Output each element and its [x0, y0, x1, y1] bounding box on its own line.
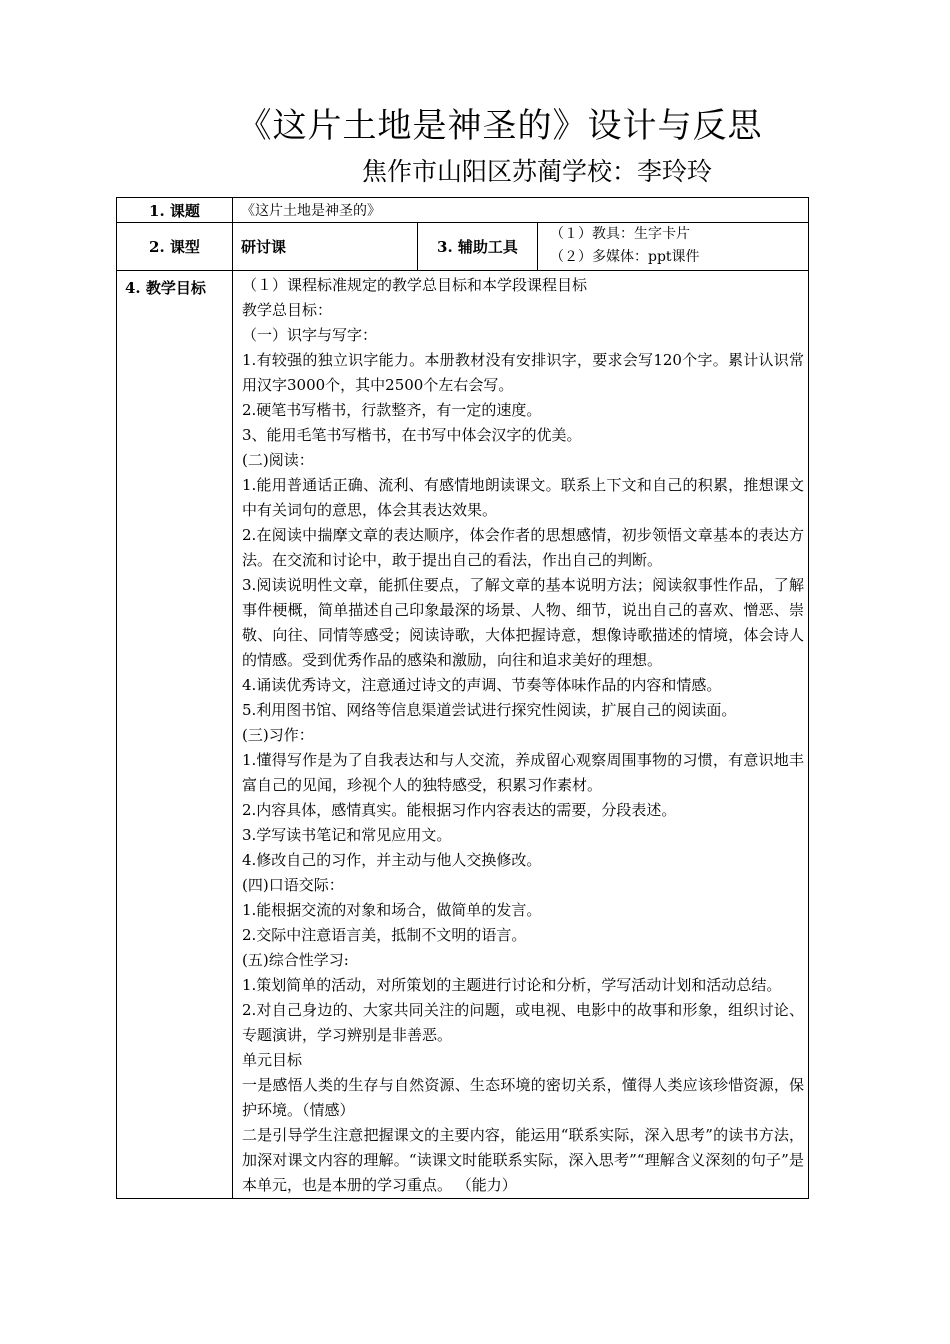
- topic-label: 1. 课题: [117, 198, 233, 223]
- goals-line: (五)综合性学习:: [242, 951, 349, 969]
- goals-line: 二是引导学生注意把握课文的主要内容，能运用“联系实际，深入思考”的读书方法，加深对课文内容的理解。“读课文时能联系实际，深入思考”“理解含义深刻的句子”是本单元，也是本册的学习重点。 （能力）: [242, 1126, 805, 1194]
- lesson-plan-table: [116, 197, 809, 1199]
- goals-line: 5.利用图书馆、网络等信息渠道尝试进行探究性阅读，扩展自己的阅读面。: [242, 701, 737, 719]
- goals-line: 3、能用毛笔书写楷书，在书写中体会汉字的优美。: [242, 426, 582, 444]
- goals-line: （一）识字与写字：: [242, 326, 378, 344]
- goals-line: 4.诵读优秀诗文，注意通过诗文的声调、节奏等体味作品的内容和情感。: [242, 676, 722, 694]
- goals-line: 3.学写读书笔记和常见应用文。: [242, 826, 452, 844]
- goals-line: 教学总目标：: [242, 301, 333, 319]
- goals-line: (三)习作：: [242, 726, 314, 744]
- goals-line: 2.硬笔书写楷书，行款整齐，有一定的速度。: [242, 401, 542, 419]
- goals-line: 1.能根据交流的对象和场合，做简单的发言。: [242, 901, 542, 919]
- row-topic: [117, 198, 809, 223]
- author-line: 焦作市山阳区苏蔺学校：李玲玲: [362, 157, 713, 186]
- goals-line: （１）课程标准规定的教学总目标和本学段课程目标: [242, 276, 588, 294]
- goals-line: 1.策划简单的活动，对所策划的主题进行讨论和分析，学写活动计划和活动总结。: [242, 976, 782, 994]
- tools-label: 3. 辅助工具: [418, 223, 538, 271]
- goals-line: (四)口语交际：: [242, 876, 344, 894]
- tools-item: （２）多媒体：ppt课件: [550, 249, 700, 265]
- goals-line: 一是感悟人类的生存与自然资源、生态环境的密切关系，懂得人类应该珍惜资源，保护环境。（情感）: [242, 1076, 805, 1119]
- row-type-tools: [117, 223, 809, 271]
- goals-content: [233, 271, 809, 1199]
- goals-line: 3.阅读说明性文章，能抓住要点，了解文章的基本说明方法；阅读叙事性作品，了解事件梗概，简单描述自己印象最深的场景、人物、细节，说出自己的喜欢、憎恶、崇敬、向往、同情等感受；阅读诗歌，大体把握诗意，想像诗歌描述的情境，体会诗人的情感。受到优秀作品的感染和激励，向往和追求美好的理想。: [242, 576, 805, 669]
- goals-line: 2.交际中注意语言美，抵制不文明的语言。: [242, 926, 527, 944]
- goals-line: 单元目标: [242, 1051, 303, 1069]
- document-title: 《这片土地是神圣的》设计与反思: [237, 106, 763, 146]
- tools-list: [538, 223, 809, 271]
- goals-label: 4. 教学目标: [117, 271, 233, 1199]
- goals-line: 4.修改自己的习作，并主动与他人交换修改。: [242, 851, 542, 869]
- goals-line: 1.懂得写作是为了自我表达和与人交流，养成留心观察周围事物的习惯，有意识地丰富自己的见闻，珍视个人的独特感受，积累习作素材。: [242, 751, 805, 794]
- type-value: 研讨课: [233, 223, 418, 271]
- goals-line: (二)阅读：: [242, 451, 314, 469]
- goals-line: 2.内容具体，感情真实。能根据习作内容表达的需要，分段表述。: [242, 801, 677, 819]
- topic-value: 《这片土地是神圣的》: [233, 198, 809, 223]
- row-goals: [117, 271, 809, 1199]
- goals-line: 1.能用普通话正确、流利、有感情地朗读课文。联系上下文和自己的积累，推想课文中有关词句的意思，体会其表达效果。: [242, 476, 805, 519]
- goals-line: 1.有较强的独立识字能力。本册教材没有安排识字，要求会写120个字。累计认识常用汉字3000个，其中2500个左右会写。: [242, 351, 805, 394]
- goals-line: 2.对自己身边的、大家共同关注的问题，或电视、电影中的故事和形象，组织讨论、专题演讲，学习辨别是非善恶。: [242, 1001, 805, 1044]
- tools-item: （１）教具：生字卡片: [550, 226, 690, 242]
- goals-line: 2.在阅读中揣摩文章的表达顺序，体会作者的思想感情，初步领悟文章基本的表达方法。在交流和讨论中，敢于提出自己的看法，作出自己的判断。: [242, 526, 805, 569]
- type-label: 2. 课型: [117, 223, 233, 271]
